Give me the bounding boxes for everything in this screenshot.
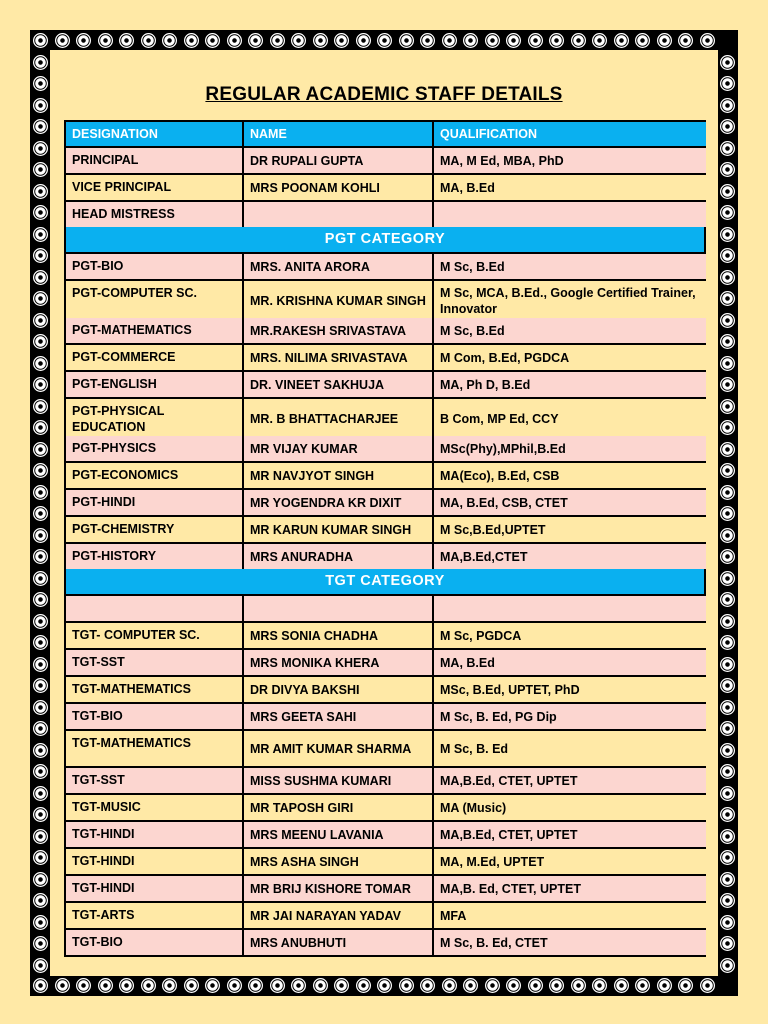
qualification-cell: MA, M Ed, MBA, PhD bbox=[434, 148, 706, 173]
flower-ornament bbox=[720, 657, 735, 672]
qualification-cell: M Sc,B.Ed,UPTET bbox=[434, 517, 706, 542]
flower-ornament bbox=[248, 33, 263, 48]
flower-ornament bbox=[55, 978, 70, 993]
flower-ornament bbox=[33, 571, 48, 586]
qualification-cell: MSc(Phy),MPhil,B.Ed bbox=[434, 436, 706, 461]
flower-ornament bbox=[313, 978, 328, 993]
flower-ornament bbox=[76, 978, 91, 993]
flower-ornament bbox=[33, 635, 48, 650]
flower-ornament bbox=[33, 872, 48, 887]
qualification-cell bbox=[434, 202, 706, 227]
flower-ornament bbox=[33, 678, 48, 693]
flower-ornament bbox=[248, 978, 263, 993]
flower-ornament bbox=[33, 592, 48, 607]
designation-cell: PRINCIPAL bbox=[66, 148, 242, 173]
designation-cell: TGT-BIO bbox=[66, 930, 242, 955]
table-row bbox=[66, 731, 704, 766]
flower-ornament bbox=[33, 141, 48, 156]
designation-cell: VICE PRINCIPAL bbox=[66, 175, 242, 200]
flower-ornament bbox=[442, 978, 457, 993]
flower-ornament bbox=[678, 33, 693, 48]
flower-ornament bbox=[720, 420, 735, 435]
qualification-cell: M Sc, B. Ed, PG Dip bbox=[434, 704, 706, 729]
flower-ornament bbox=[635, 33, 650, 48]
flower-ornament bbox=[33, 657, 48, 672]
name-cell: MR KARUN KUMAR SINGH bbox=[244, 517, 432, 542]
table-row bbox=[66, 281, 704, 316]
flower-ornament bbox=[98, 33, 113, 48]
qualification-cell: MA,B. Ed, CTET, UPTET bbox=[434, 876, 706, 901]
table-row bbox=[66, 202, 704, 227]
flower-ornament bbox=[162, 33, 177, 48]
flower-ornament bbox=[506, 33, 521, 48]
qualification-cell: MA, Ph D, B.Ed bbox=[434, 372, 706, 397]
flower-ornament bbox=[720, 270, 735, 285]
flower-ornament bbox=[720, 506, 735, 521]
name-cell: MR BRIJ KISHORE TOMAR bbox=[244, 876, 432, 901]
name-cell: MR. KRISHNA KUMAR SINGH bbox=[244, 281, 432, 321]
designation-cell: TGT-SST bbox=[66, 650, 242, 675]
header-qualification: QUALIFICATION bbox=[434, 122, 706, 146]
qualification-cell: MA (Music) bbox=[434, 795, 706, 820]
flower-ornament bbox=[720, 678, 735, 693]
name-cell: DR DIVYA BAKSHI bbox=[244, 677, 432, 702]
table-row bbox=[66, 399, 704, 434]
flower-ornament bbox=[33, 270, 48, 285]
table-row bbox=[66, 650, 704, 675]
flower-ornament bbox=[399, 978, 414, 993]
flower-ornament bbox=[227, 33, 242, 48]
flower-ornament bbox=[33, 978, 48, 993]
name-cell: MR. B BHATTACHARJEE bbox=[244, 399, 432, 439]
flower-ornament bbox=[720, 958, 735, 973]
flower-ornament bbox=[377, 33, 392, 48]
flower-ornament bbox=[270, 33, 285, 48]
tgt-section bbox=[66, 596, 704, 955]
designation-cell: TGT-MATHEMATICS bbox=[66, 731, 242, 766]
qualification-cell bbox=[434, 596, 706, 621]
pgt-category-banner: PGT CATEGORY bbox=[66, 227, 704, 252]
flower-ornament bbox=[399, 33, 414, 48]
flower-ornament bbox=[549, 978, 564, 993]
flower-ornament bbox=[463, 978, 478, 993]
flower-ornament bbox=[205, 978, 220, 993]
flower-ornament bbox=[33, 829, 48, 844]
flower-ornament bbox=[485, 33, 500, 48]
flower-ornament bbox=[291, 978, 306, 993]
designation-cell: TGT-HINDI bbox=[66, 876, 242, 901]
flower-ornament bbox=[205, 33, 220, 48]
qualification-cell: M Sc, B. Ed, CTET bbox=[434, 930, 706, 955]
name-cell: MRS ASHA SINGH bbox=[244, 849, 432, 874]
flower-ornament bbox=[720, 334, 735, 349]
flower-ornament bbox=[720, 119, 735, 134]
flower-ornament bbox=[33, 33, 48, 48]
flower-ornament bbox=[720, 55, 735, 70]
flower-ornament bbox=[33, 958, 48, 973]
flower-ornament bbox=[141, 978, 156, 993]
page-title: REGULAR ACADEMIC STAFF DETAILS bbox=[205, 84, 563, 105]
name-cell: MRS SONIA CHADHA bbox=[244, 623, 432, 648]
flower-ornament bbox=[33, 313, 48, 328]
flower-ornament bbox=[33, 55, 48, 70]
flower-ornament bbox=[162, 978, 177, 993]
designation-cell: HEAD MISTRESS bbox=[66, 202, 242, 227]
qualification-cell: MA, B.Ed bbox=[434, 650, 706, 675]
flower-ornament bbox=[420, 978, 435, 993]
flower-ornament bbox=[33, 549, 48, 564]
flower-ornament bbox=[700, 978, 715, 993]
table-row bbox=[66, 517, 704, 542]
flower-ornament bbox=[720, 162, 735, 177]
flower-ornament bbox=[614, 33, 629, 48]
flower-ornament bbox=[33, 162, 48, 177]
qualification-cell: M Sc, PGDCA bbox=[434, 623, 706, 648]
flower-ornament bbox=[720, 291, 735, 306]
flower-ornament bbox=[571, 33, 586, 48]
table-row bbox=[66, 876, 704, 901]
designation-cell: PGT-COMPUTER SC. bbox=[66, 281, 242, 321]
flower-ornament bbox=[33, 915, 48, 930]
flower-ornament bbox=[33, 205, 48, 220]
flower-ornament bbox=[356, 978, 371, 993]
designation-cell: TGT- COMPUTER SC. bbox=[66, 623, 242, 648]
flower-ornament bbox=[334, 33, 349, 48]
flower-ornament bbox=[33, 528, 48, 543]
name-cell: MISS SUSHMA KUMARI bbox=[244, 768, 432, 793]
flower-ornament bbox=[592, 978, 607, 993]
qualification-cell: MA, B.Ed, CSB, CTET bbox=[434, 490, 706, 515]
flower-ornament bbox=[33, 119, 48, 134]
flower-ornament bbox=[420, 33, 435, 48]
flower-ornament bbox=[33, 485, 48, 500]
name-cell: MRS GEETA SAHI bbox=[244, 704, 432, 729]
flower-ornament bbox=[33, 377, 48, 392]
flower-ornament bbox=[33, 764, 48, 779]
flower-ornament bbox=[720, 377, 735, 392]
designation-cell: PGT-HINDI bbox=[66, 490, 242, 515]
name-cell bbox=[244, 596, 432, 621]
name-cell: MRS POONAM KOHLI bbox=[244, 175, 432, 200]
flower-ornament bbox=[720, 786, 735, 801]
flower-ornament bbox=[720, 915, 735, 930]
table-row bbox=[66, 175, 704, 200]
flower-ornament bbox=[720, 528, 735, 543]
flower-ornament bbox=[720, 700, 735, 715]
flower-ornament bbox=[720, 829, 735, 844]
name-cell: MR.RAKESH SRIVASTAVA bbox=[244, 318, 432, 343]
name-cell: MRS. NILIMA SRIVASTAVA bbox=[244, 345, 432, 370]
flower-ornament bbox=[720, 635, 735, 650]
designation-cell: TGT-HINDI bbox=[66, 849, 242, 874]
flower-ornament bbox=[33, 700, 48, 715]
flower-ornament bbox=[506, 978, 521, 993]
flower-ornament bbox=[571, 978, 586, 993]
flower-ornament bbox=[33, 807, 48, 822]
flower-ornament bbox=[33, 850, 48, 865]
flower-ornament bbox=[33, 936, 48, 951]
flower-ornament bbox=[592, 33, 607, 48]
designation-cell: PGT-PHYSICS bbox=[66, 436, 242, 461]
flower-ornament bbox=[33, 506, 48, 521]
designation-cell: PGT-CHEMISTRY bbox=[66, 517, 242, 542]
flower-ornament bbox=[33, 721, 48, 736]
table-row bbox=[66, 148, 704, 173]
flower-ornament bbox=[119, 978, 134, 993]
flower-ornament bbox=[720, 936, 735, 951]
flower-ornament bbox=[33, 291, 48, 306]
flower-ornament bbox=[720, 356, 735, 371]
flower-ornament bbox=[442, 33, 457, 48]
flower-ornament bbox=[720, 227, 735, 242]
flower-ornament bbox=[33, 227, 48, 242]
flower-ornament bbox=[657, 33, 672, 48]
flower-ornament bbox=[485, 978, 500, 993]
table-row bbox=[66, 544, 704, 569]
flower-ornament bbox=[33, 743, 48, 758]
designation-cell: PGT-MATHEMATICS bbox=[66, 318, 242, 343]
designation-cell: PGT-COMMERCE bbox=[66, 345, 242, 370]
table-row bbox=[66, 596, 704, 621]
header-name: NAME bbox=[244, 122, 432, 146]
flower-ornament bbox=[720, 743, 735, 758]
flower-ornament bbox=[184, 33, 199, 48]
flower-ornament bbox=[356, 33, 371, 48]
table-row bbox=[66, 463, 704, 488]
flower-ornament bbox=[227, 978, 242, 993]
flower-ornament bbox=[76, 33, 91, 48]
qualification-cell: MA,B.Ed, CTET, UPTET bbox=[434, 822, 706, 847]
flower-ornament bbox=[377, 978, 392, 993]
flower-ornament bbox=[119, 33, 134, 48]
name-cell: DR RUPALI GUPTA bbox=[244, 148, 432, 173]
tgt-category-banner: TGT CATEGORY bbox=[66, 569, 704, 594]
flower-ornament bbox=[720, 485, 735, 500]
table-row bbox=[66, 623, 704, 648]
flower-ornament bbox=[720, 592, 735, 607]
flower-ornament bbox=[720, 549, 735, 564]
flower-ornament bbox=[720, 248, 735, 263]
staff-table bbox=[64, 120, 706, 957]
flower-ornament bbox=[549, 33, 564, 48]
flower-ornament bbox=[291, 33, 306, 48]
name-cell bbox=[244, 202, 432, 227]
flower-ornament bbox=[33, 420, 48, 435]
flower-ornament bbox=[720, 184, 735, 199]
designation-cell: TGT-MATHEMATICS bbox=[66, 677, 242, 702]
flower-ornament bbox=[614, 978, 629, 993]
flower-ornament bbox=[33, 356, 48, 371]
qualification-cell: MA(Eco), B.Ed, CSB bbox=[434, 463, 706, 488]
table-row bbox=[66, 372, 704, 397]
flower-ornament bbox=[720, 571, 735, 586]
designation-cell: PGT-PHYSICAL EDUCATION bbox=[66, 399, 242, 439]
flower-ornament bbox=[55, 33, 70, 48]
name-cell: MRS MEENU LAVANIA bbox=[244, 822, 432, 847]
name-cell: MRS. ANITA ARORA bbox=[244, 254, 432, 279]
qualification-cell: MA,B.Ed,CTET bbox=[434, 544, 706, 569]
table-row bbox=[66, 903, 704, 928]
flower-ornament bbox=[720, 807, 735, 822]
qualification-cell: MA,B.Ed, CTET, UPTET bbox=[434, 768, 706, 793]
flower-ornament bbox=[463, 33, 478, 48]
table-row bbox=[66, 930, 704, 955]
name-cell: DR. VINEET SAKHUJA bbox=[244, 372, 432, 397]
table-row bbox=[66, 795, 704, 820]
flower-ornament bbox=[33, 786, 48, 801]
flower-ornament bbox=[33, 248, 48, 263]
name-cell: MR TAPOSH GIRI bbox=[244, 795, 432, 820]
name-cell: MR YOGENDRA KR DIXIT bbox=[244, 490, 432, 515]
pgt-section bbox=[66, 254, 704, 569]
flower-ornament bbox=[700, 33, 715, 48]
qualification-cell: M Com, B.Ed, PGDCA bbox=[434, 345, 706, 370]
qualification-cell: B Com, MP Ed, CCY bbox=[434, 399, 706, 439]
table-row bbox=[66, 677, 704, 702]
flower-ornament bbox=[33, 334, 48, 349]
designation-cell: PGT-ECONOMICS bbox=[66, 463, 242, 488]
flower-ornament bbox=[313, 33, 328, 48]
flower-ornament bbox=[720, 721, 735, 736]
qualification-cell: MSc, B.Ed, UPTET, PhD bbox=[434, 677, 706, 702]
designation-cell bbox=[66, 596, 242, 621]
flower-ornament bbox=[334, 978, 349, 993]
table-row bbox=[66, 849, 704, 874]
name-cell: MR AMIT KUMAR SHARMA bbox=[244, 731, 432, 766]
qualification-cell: M Sc, B. Ed bbox=[434, 731, 706, 766]
flower-ornament bbox=[33, 463, 48, 478]
flower-ornament bbox=[635, 978, 650, 993]
designation-cell: PGT-BIO bbox=[66, 254, 242, 279]
flower-ornament bbox=[528, 33, 543, 48]
designation-cell: TGT-ARTS bbox=[66, 903, 242, 928]
flower-ornament bbox=[141, 33, 156, 48]
flower-ornament bbox=[657, 978, 672, 993]
flower-ornament bbox=[720, 614, 735, 629]
flower-ornament bbox=[33, 614, 48, 629]
flower-ornament bbox=[528, 978, 543, 993]
flower-ornament bbox=[720, 399, 735, 414]
qualification-cell: M Sc, B.Ed bbox=[434, 254, 706, 279]
flower-ornament bbox=[184, 978, 199, 993]
designation-cell: PGT-HISTORY bbox=[66, 544, 242, 569]
flower-ornament bbox=[720, 141, 735, 156]
table-row bbox=[66, 254, 704, 279]
name-cell: MR VIJAY KUMAR bbox=[244, 436, 432, 461]
name-cell: MRS MONIKA KHERA bbox=[244, 650, 432, 675]
table-header-row bbox=[66, 122, 704, 146]
designation-cell: TGT-MUSIC bbox=[66, 795, 242, 820]
table-row bbox=[66, 490, 704, 515]
designation-cell: TGT-HINDI bbox=[66, 822, 242, 847]
qualification-cell: MA, B.Ed bbox=[434, 175, 706, 200]
designation-cell: TGT-SST bbox=[66, 768, 242, 793]
flower-ornament bbox=[720, 442, 735, 457]
flower-ornament bbox=[720, 463, 735, 478]
name-cell: MR NAVJYOT SINGH bbox=[244, 463, 432, 488]
flower-ornament bbox=[720, 313, 735, 328]
table-row bbox=[66, 318, 704, 343]
qualification-cell: M Sc, B.Ed bbox=[434, 318, 706, 343]
table-row bbox=[66, 436, 704, 461]
name-cell: MRS ANUBHUTI bbox=[244, 930, 432, 955]
flower-ornament bbox=[33, 184, 48, 199]
qualification-cell: MA, M.Ed, UPTET bbox=[434, 849, 706, 874]
qualification-cell: MFA bbox=[434, 903, 706, 928]
flower-ornament bbox=[720, 205, 735, 220]
name-cell: MR JAI NARAYAN YADAV bbox=[244, 903, 432, 928]
leadership-section bbox=[66, 148, 704, 227]
designation-cell: TGT-BIO bbox=[66, 704, 242, 729]
flower-ornament bbox=[33, 442, 48, 457]
flower-ornament bbox=[98, 978, 113, 993]
flower-ornament bbox=[720, 893, 735, 908]
flower-ornament bbox=[720, 764, 735, 779]
designation-cell: PGT-ENGLISH bbox=[66, 372, 242, 397]
table-row bbox=[66, 704, 704, 729]
qualification-cell: M Sc, MCA, B.Ed., Google Certified Trainer, Innovator bbox=[434, 281, 706, 321]
flower-ornament bbox=[270, 978, 285, 993]
flower-ornament bbox=[33, 893, 48, 908]
header-designation: DESIGNATION bbox=[66, 122, 242, 146]
flower-ornament bbox=[720, 872, 735, 887]
flower-ornament bbox=[678, 978, 693, 993]
flower-ornament bbox=[720, 850, 735, 865]
table-row bbox=[66, 345, 704, 370]
name-cell: MRS ANURADHA bbox=[244, 544, 432, 569]
table-row bbox=[66, 768, 704, 793]
table-row bbox=[66, 822, 704, 847]
flower-ornament bbox=[33, 399, 48, 414]
